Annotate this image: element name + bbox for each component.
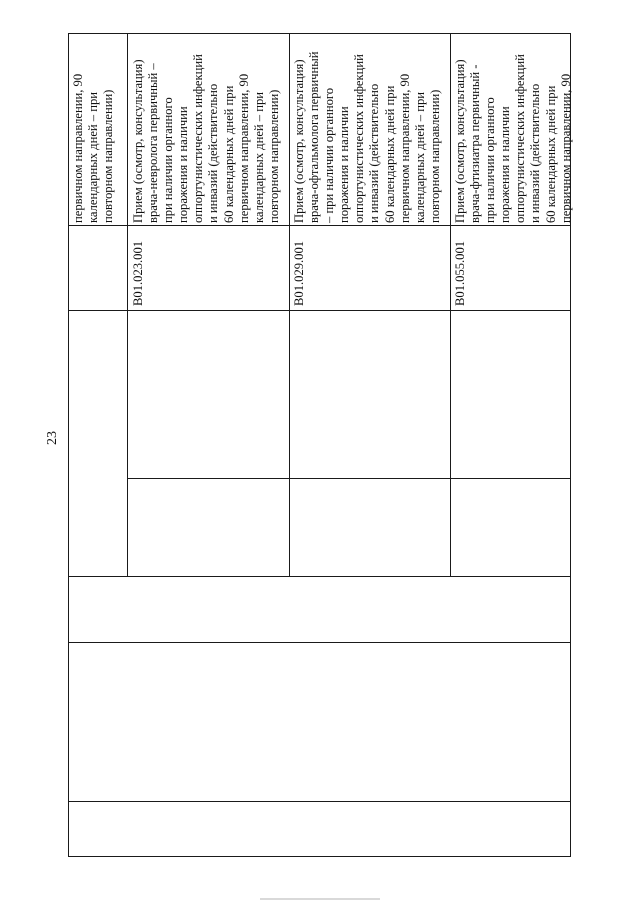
row-divider-1 (127, 33, 128, 577)
table-row-1-service: Прием (осмотр, консультация) врача-невролога первичный – при наличии органного поражения и наличии оппортунистических инфекций и инвазий (действительно 60 календарных дней при первичном направлении, 90 календарных дней – при повторном направлении) (131, 54, 281, 223)
table-border-bottom (68, 856, 571, 857)
row-divider-2 (289, 33, 290, 577)
column-divider-4 (68, 576, 571, 577)
table-border-top (68, 33, 571, 34)
table-border-left (68, 33, 69, 857)
table-row-3-code: B01.055.001 (453, 240, 467, 306)
table-row-2-service: Прием (осмотр, консультация) врача-офтальмолога первичный – при наличии органного поражения и наличии оппортунистических инфекций и инвазий (действительно 60 календарных дней при первичном направлении, 90 календарных дней – при повторном направлении) (292, 51, 442, 223)
table-row-0-service: первичном направлении, 90 календарных дней – при повторном направлении) (71, 73, 116, 223)
page-number: 23 (45, 431, 60, 445)
column-divider-6 (68, 801, 571, 802)
table-row-3-service: Прием (осмотр, консультация) врача-фтизиатра первичный - при наличии органного поражения и наличии оппортунистических инфекций и инвазий (действительно 60 календарных дней при первичном направлении, 90 (453, 54, 573, 223)
row-divider-3 (450, 33, 451, 577)
column-divider-3 (127, 478, 571, 479)
scan-edge-mark (260, 898, 380, 900)
column-divider-code (68, 310, 571, 311)
column-divider-5 (68, 642, 571, 643)
table-row-2-code: B01.029.001 (292, 240, 306, 306)
table-row-1-code: B01.023.001 (131, 240, 145, 306)
